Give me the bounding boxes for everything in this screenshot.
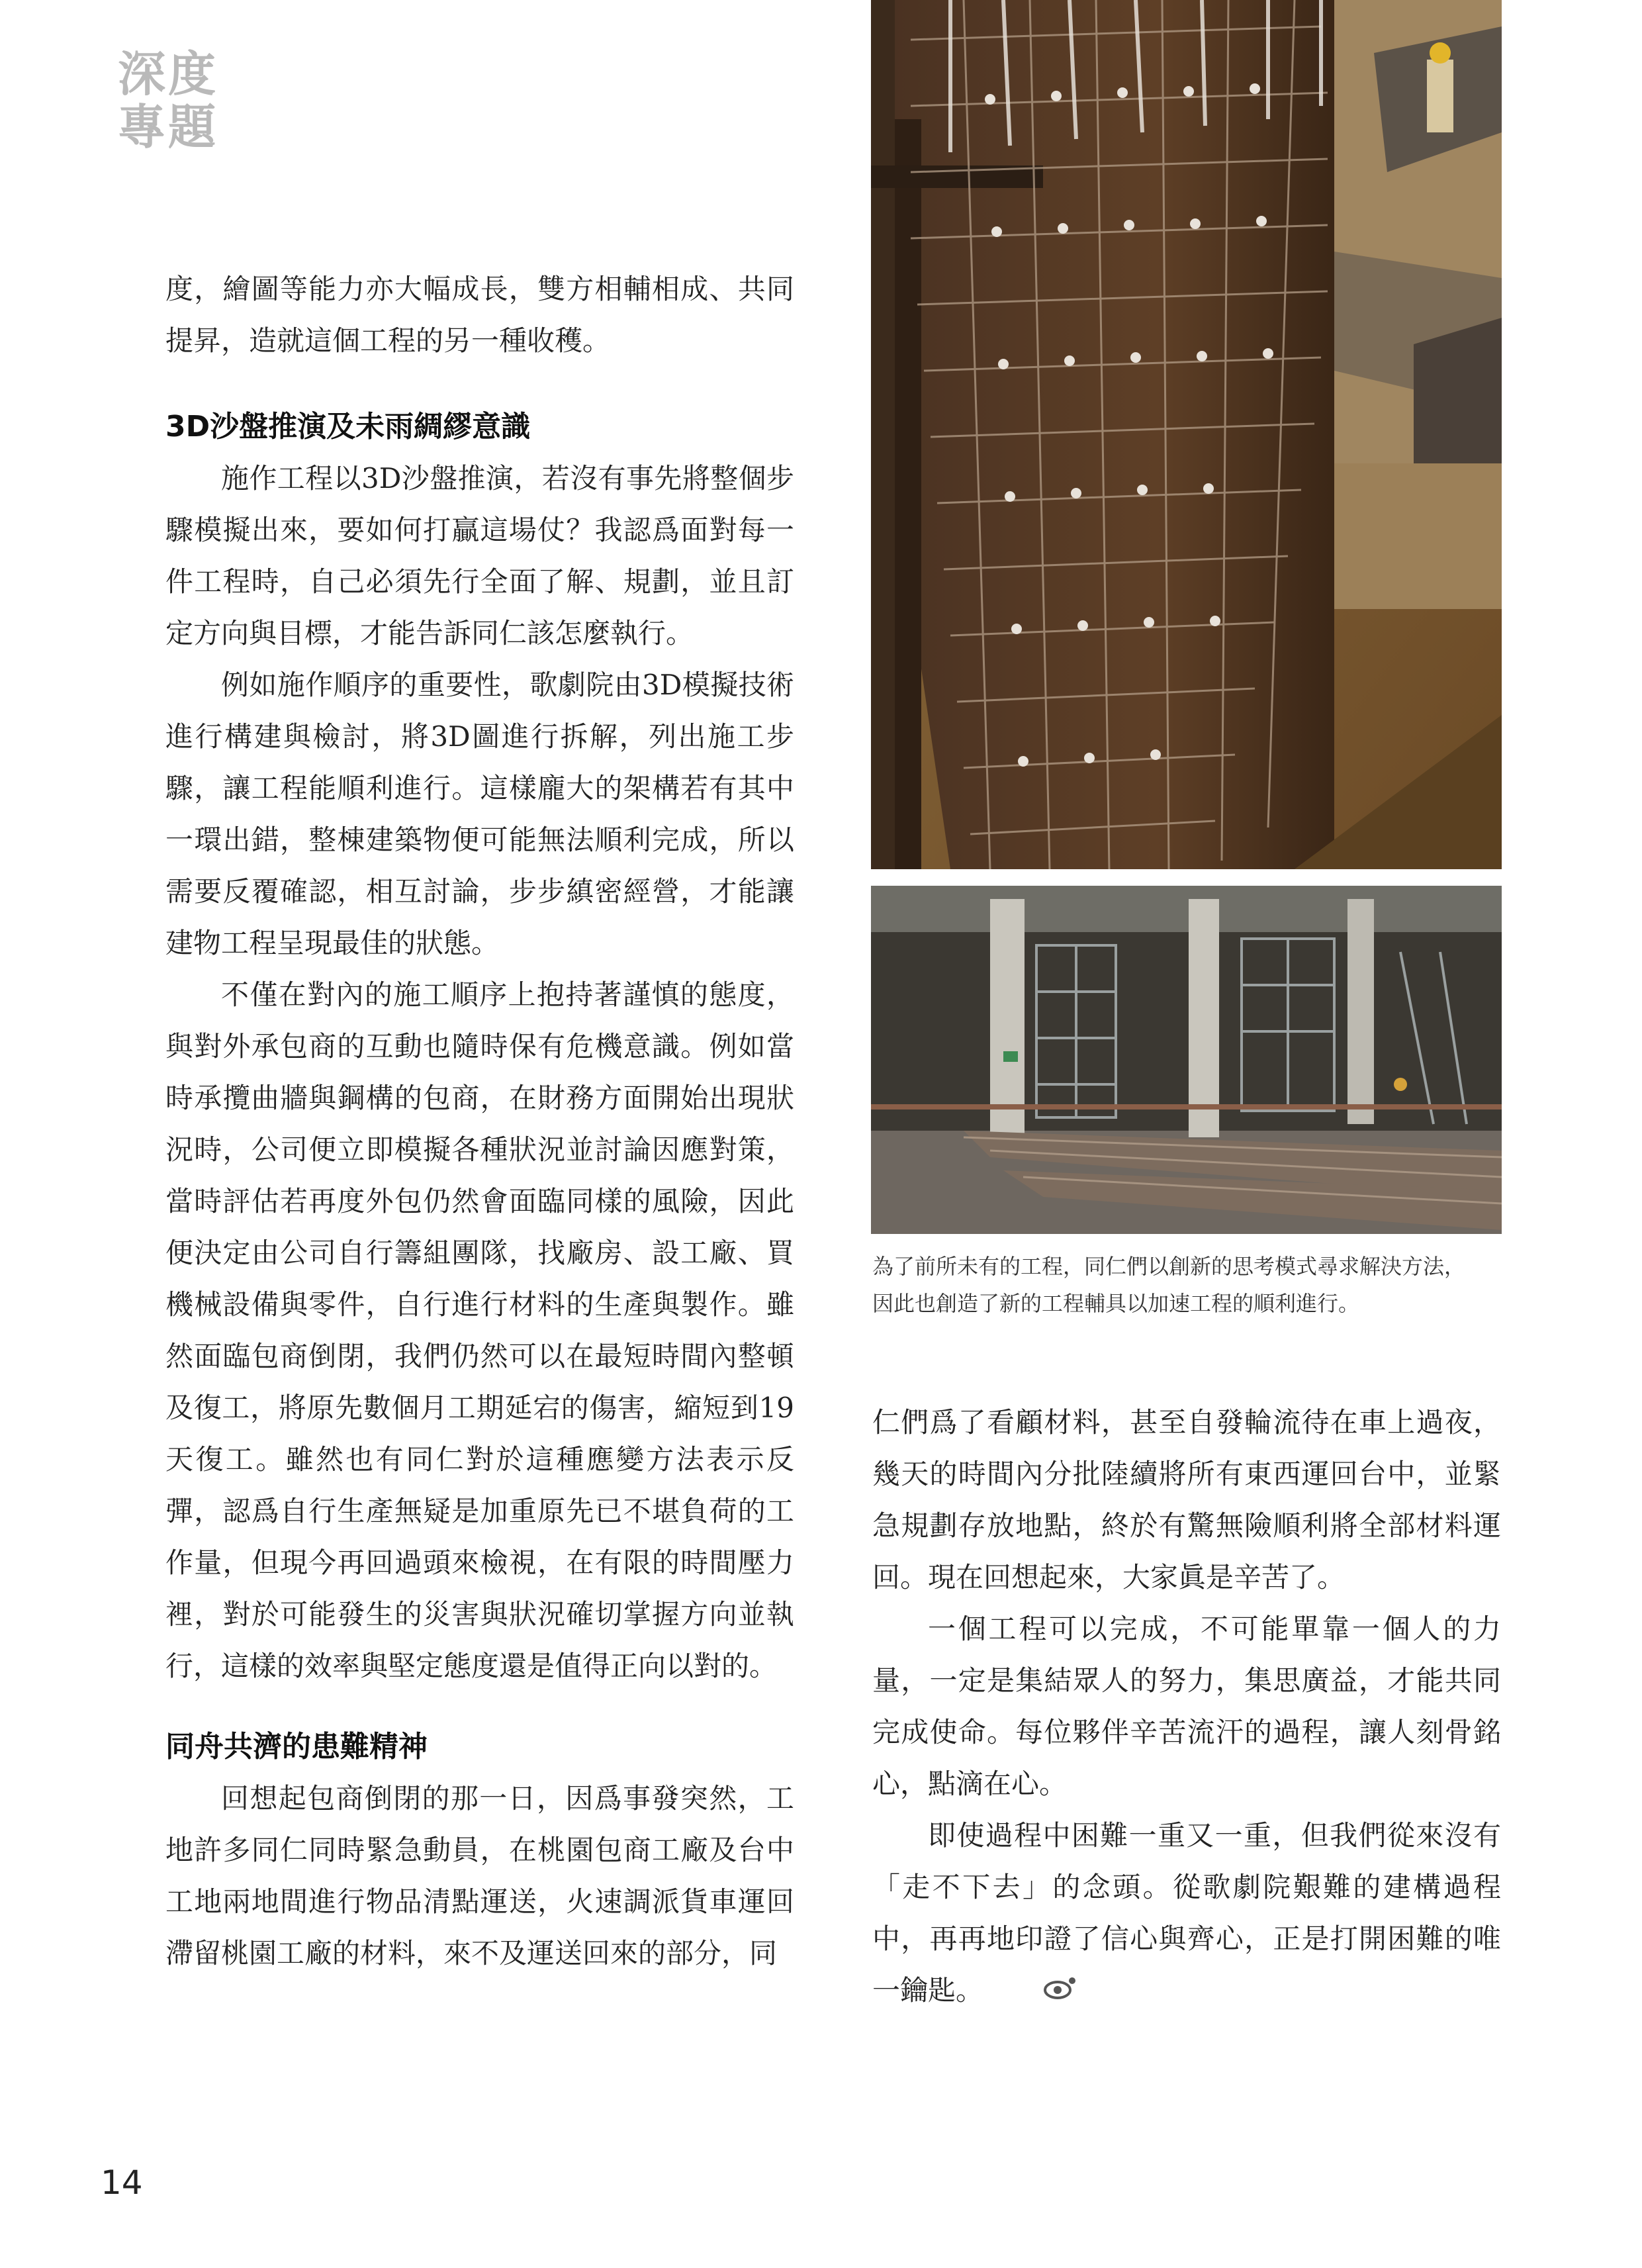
paragraph: 不僅在對內的施工順序上抱持著謹慎的態度，與對外承包商的互動也隨時保有危機意識。例如當時承攬曲牆與鋼構的包商，在財務方面開始出現狀況時，公司便立即模擬各種狀況並討論因應對策，當時評估若再度外包仍然會面臨同樣的風險，因此便決定由公司自行籌組團隊，找廠房、設工廠、買機械設備與零件，自行進行材料的生產與製作。雖然面臨包商倒閉，我們仍然可以在最短時間內整頓及復工，將原先數個月工期延宕的傷害，縮短到19天復工。雖然也有同仁對於這種應變方法表示反彈，認爲自行生產無疑是加重原先已不堪負荷的工作量，但現今再回過頭來檢視，在有限的時間壓力裡，對於可能發生的災害與狀況確切掌握方向並執行，這樣的效率與堅定態度還是值得正向以對的。 <box>165 978 794 1682</box>
left-column <box>165 263 794 1979</box>
paragraph: 度，繪圖等能力亦大幅成長，雙方相輔相成、共同提昇，造就這個工程的另一種收穫。 <box>165 273 794 357</box>
paragraph: 施作工程以3D沙盤推演，若沒有事先將整個步驟模擬出來，要如何打贏這場仗？我認爲面對每一件工程時，自己必須先行全面了解、規劃，並且訂定方向與目標，才能告訴同仁該怎麼執行。 <box>165 462 794 649</box>
paragraph: 回想起包商倒閉的那一日，因爲事發突然，工地許多同仁同時緊急動員，在桃園包商工廠及台中工地兩地間進行物品清點運送，火速調派貨車運回滯留桃園工廠的材料，來不及運送回來的部分，同 <box>165 1782 794 1969</box>
paragraph: 一個工程可以完成，不可能單靠一個人的力量，一定是集結眾人的努力，集思廣益，才能共同完成使命。每位夥伴辛苦流汗的過程，讓人刻骨銘心，點滴在心。 <box>872 1613 1501 1800</box>
section-heading: 3D沙盤推演及未雨綢繆意識 <box>165 410 531 444</box>
paragraph: 即使過程中困難一重又一重，但我們從來沒有「走不下去」的念頭。從歌劇院艱難的建構過程中，再再地印證了信心與齊心，正是打開困難的唯一鑰匙。 <box>872 1819 1501 2007</box>
eye-logo-icon <box>987 1967 1077 2018</box>
right-column <box>872 1397 1501 2018</box>
steel-factory-interior-photo <box>871 886 1502 1234</box>
section-tag-line-2: 專題 <box>118 99 219 155</box>
page-number: 14 <box>101 2163 143 2202</box>
paragraph: 仁們爲了看顧材料，甚至自發輪流待在車上過夜，幾天的時間內分批陸續將所有東西運回台中，並緊急規劃存放地點，終於有驚無險順利將全部材料運回。現在回想起來，大家眞是辛苦了。 <box>872 1406 1501 1593</box>
section-tag <box>118 48 218 154</box>
photo-caption <box>872 1248 1508 1322</box>
caption-line-2: 因此也創造了新的工程輔具以加速工程的順利進行。 <box>872 1291 1360 1316</box>
section-heading: 同舟共濟的患難精神 <box>165 1730 428 1764</box>
caption-line-1: 為了前所未有的工程，同仁們以創新的思考模式尋求解決方法， <box>872 1254 1466 1279</box>
rebar-curved-wall-photo <box>871 0 1502 869</box>
section-tag-line-1: 深度 <box>118 46 219 102</box>
paragraph: 例如施作順序的重要性，歌劇院由3D模擬技術進行構建與檢討，將3D圖進行拆解，列出施工步驟，讓工程能順利進行。這樣龐大的架構若有其中一環出錯，整棟建築物便可能無法順利完成，所以需要反覆確認，相互討論，步步縝密經營，才能讓建物工程呈現最佳的狀態。 <box>165 669 794 959</box>
